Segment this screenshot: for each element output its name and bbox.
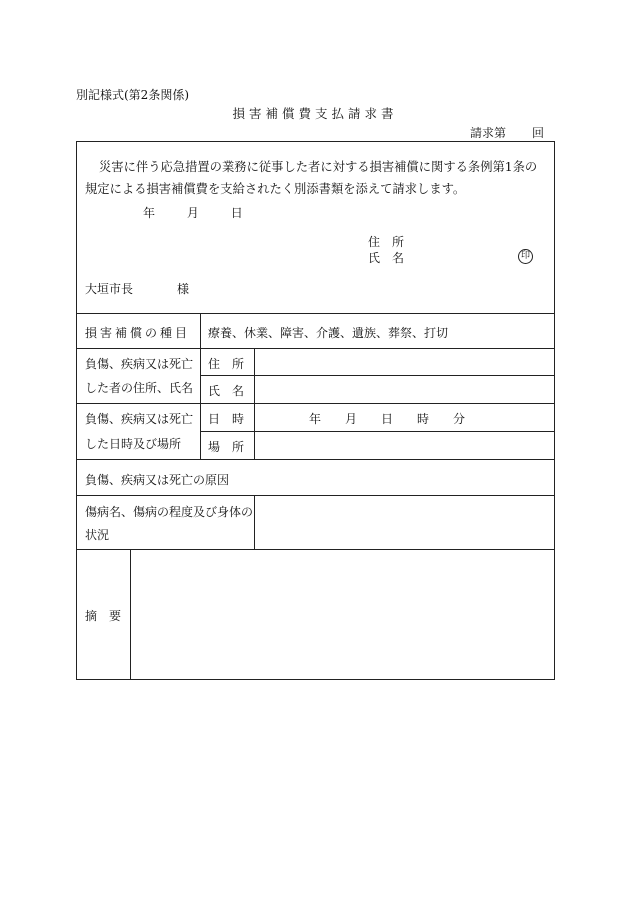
row-divider <box>77 459 554 460</box>
injury-label-2: 状況 <box>85 528 110 542</box>
injury-label-1: 傷病名、傷病の程度及び身体の <box>85 505 254 519</box>
datetime-label: 日 時 <box>208 412 245 426</box>
datetime-year: 年 <box>309 412 322 426</box>
addressee <box>85 280 189 297</box>
occurrence-label-1: 負傷、疾病又は死亡 <box>85 412 194 426</box>
row-divider <box>77 549 554 550</box>
occurrence-label-2: した日時及び場所 <box>85 437 182 451</box>
row-divider <box>77 348 554 349</box>
remarks-label: 摘 要 <box>85 609 122 623</box>
person-label-1: 負傷、疾病又は死亡 <box>85 357 194 371</box>
addressee-honorific: 様 <box>177 282 190 296</box>
form-label: 別記様式(第2条関係) <box>76 88 189 102</box>
claim-number <box>470 124 544 141</box>
person-address-label: 住 所 <box>208 357 245 371</box>
row-divider <box>77 495 554 496</box>
date-day: 日 <box>230 206 243 220</box>
document-title: 損害補償費支払請求書 <box>232 106 398 121</box>
cause-label: 負傷、疾病又は死亡の原因 <box>85 473 230 487</box>
person-name-label: 氏 名 <box>208 384 245 398</box>
datetime-minute: 分 <box>453 412 466 426</box>
claim-prefix: 請求第 <box>470 126 507 140</box>
place-label: 場 所 <box>208 440 245 454</box>
compensation-type-label: 損害補償の種目 <box>85 326 191 340</box>
claim-suffix: 回 <box>532 126 545 140</box>
column-divider <box>254 348 255 459</box>
applicant-name-label: 氏 名 <box>368 251 405 265</box>
column-divider <box>200 313 201 348</box>
column-divider <box>254 495 255 549</box>
addressee-name: 大垣市長 <box>85 282 134 296</box>
date-month: 月 <box>186 206 199 220</box>
date-year: 年 <box>143 206 156 220</box>
claim-form <box>76 141 555 680</box>
column-divider <box>130 549 131 679</box>
intro-statement: 災害に伴う応急措置の業務に従事した者に対する損害補償に関する条例第1条の規定による損害補償費を支給されたく別添書類を添えて請求します。 <box>85 160 538 196</box>
datetime-hour: 時 <box>417 412 430 426</box>
column-divider <box>200 348 201 459</box>
compensation-type-options: 療養、休業、障害、介護、遺族、葬祭、打切 <box>208 326 449 340</box>
applicant-block <box>368 234 404 266</box>
row-divider <box>77 403 554 404</box>
seal-mark: 印 <box>518 249 533 264</box>
application-date <box>143 204 271 221</box>
datetime-month: 月 <box>345 412 358 426</box>
datetime-day: 日 <box>381 412 394 426</box>
person-label-2: した者の住所、氏名 <box>85 381 194 395</box>
applicant-address-label: 住 所 <box>368 235 405 249</box>
row-divider <box>77 313 554 314</box>
